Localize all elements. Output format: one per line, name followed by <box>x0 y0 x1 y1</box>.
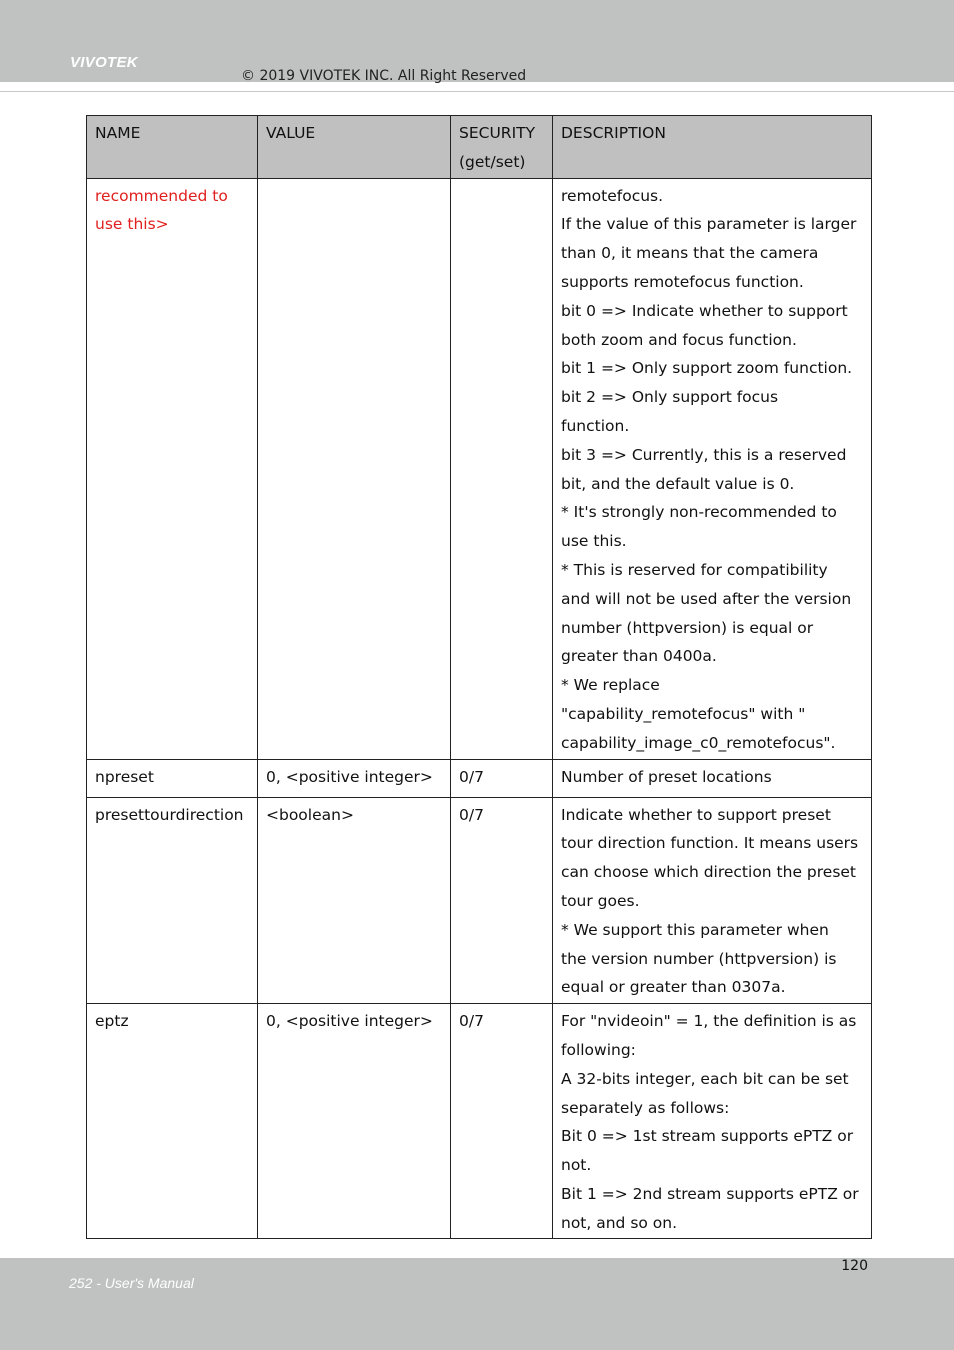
param-security-cell <box>451 178 553 759</box>
description-line: remotefocus. <box>561 186 664 205</box>
description-line: use this. <box>561 532 627 551</box>
description-line: "capability_remotefocus" with " <box>561 704 806 723</box>
description-line: bit 1 => Only support zoom function. <box>561 359 853 378</box>
param-value-cell: 0, <positive integer> <box>258 759 451 797</box>
copyright-notice: © 2019 VIVOTEK INC. All Right Reserved <box>241 68 527 84</box>
header-divider <box>0 91 954 92</box>
column-header-security <box>451 116 553 179</box>
description-line: number (httpversion) is equal or <box>561 618 814 637</box>
description-line: not, and so on. <box>561 1213 678 1232</box>
description-line: Indicate whether to support preset <box>561 805 831 824</box>
description-line: * It's strongly non-recommended to <box>561 503 837 522</box>
description-line: bit 2 => Only support focus <box>561 388 779 407</box>
description-line: bit 0 => Indicate whether to support <box>561 301 848 320</box>
description-line: * We support this parameter when <box>561 920 829 939</box>
description-line: function. <box>561 416 630 435</box>
description-line: For "nvideoin" = 1, the definition is as <box>561 1012 857 1031</box>
param-value-cell: 0, <positive integer> <box>258 1004 451 1239</box>
brand-logo-text: VIVOTEK <box>70 54 138 71</box>
param-description-cell <box>553 1004 872 1239</box>
table-row <box>87 797 872 1004</box>
description-line: following: <box>561 1040 636 1059</box>
param-name-cell: npreset <box>87 759 258 797</box>
description-line: bit, and the default value is 0. <box>561 474 795 493</box>
description-line: both zoom and focus function. <box>561 330 797 349</box>
param-security-cell: 0/7 <box>451 1004 553 1239</box>
description-line: equal or greater than 0307a. <box>561 978 786 997</box>
page-footer-band <box>0 1258 954 1350</box>
description-line: separately as follows: <box>561 1098 730 1117</box>
description-line: * We replace <box>561 676 660 695</box>
param-security-cell: 0/7 <box>451 759 553 797</box>
column-header-name: NAME <box>87 116 258 179</box>
table-row <box>87 1004 872 1239</box>
param-name-cell: eptz <box>87 1004 258 1239</box>
param-name-cell <box>87 178 258 759</box>
description-line: than 0, it means that the camera <box>561 244 819 263</box>
param-name-cell: presettourdirection <box>87 797 258 1004</box>
param-name-line: recommended to <box>95 186 228 205</box>
param-description-cell <box>553 759 872 797</box>
table-header-row <box>87 116 872 179</box>
param-name-line: use this> <box>95 215 169 234</box>
column-header-description: DESCRIPTION <box>553 116 872 179</box>
security-header-line: (get/set) <box>459 152 526 171</box>
description-line: can choose which direction the preset <box>561 863 857 882</box>
description-line: tour direction function. It means users <box>561 834 859 853</box>
description-line: Bit 1 => 2nd stream supports ePTZ or <box>561 1184 859 1203</box>
description-line: * This is reserved for compatibility <box>561 560 828 579</box>
table-row <box>87 759 872 797</box>
page-number: 120 <box>841 1258 868 1274</box>
description-line: supports remotefocus function. <box>561 272 804 291</box>
description-line: tour goes. <box>561 891 640 910</box>
param-description-cell <box>553 797 872 1004</box>
description-line: not. <box>561 1156 592 1175</box>
description-line: greater than 0400a. <box>561 647 717 666</box>
description-line: A 32-bits integer, each bit can be set <box>561 1069 849 1088</box>
param-value-cell <box>258 178 451 759</box>
description-line: bit 3 => Currently, this is a reserved <box>561 445 847 464</box>
manual-page-label: 252 - User's Manual <box>69 1275 194 1291</box>
security-header-line: SECURITY <box>459 124 536 142</box>
description-line: and will not be used after the version <box>561 589 852 608</box>
description-line: Number of preset locations <box>561 767 772 786</box>
column-header-value: VALUE <box>258 116 451 179</box>
description-line: If the value of this parameter is larger <box>561 215 857 234</box>
parameter-table <box>86 115 872 1239</box>
description-line: the version number (httpversion) is <box>561 949 837 968</box>
param-description-cell <box>553 178 872 759</box>
param-value-cell: <boolean> <box>258 797 451 1004</box>
description-line: Bit 0 => 1st stream supports ePTZ or <box>561 1127 854 1146</box>
param-security-cell: 0/7 <box>451 797 553 1004</box>
description-line: capability_image_c0_remotefocus". <box>561 733 836 752</box>
table-row <box>87 178 872 759</box>
